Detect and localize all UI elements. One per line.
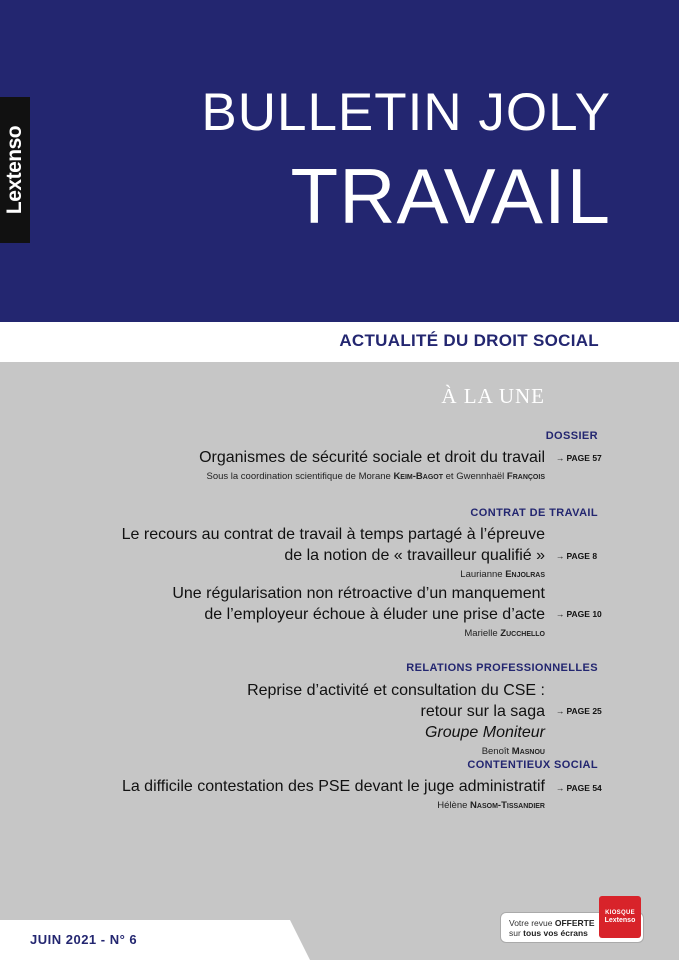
article-title-line: Organismes de sécurité sociale et droit du travail: [199, 449, 545, 466]
page-ref[interactable]: → PAGE 57: [556, 453, 602, 463]
article-title-line: Reprise d’activité et consultation du CSE :: [247, 682, 545, 699]
article-contentieux[interactable]: [122, 776, 545, 813]
page-ref[interactable]: → PAGE 54: [556, 783, 602, 793]
section-heading-contrat: CONTRAT DE TRAVAIL: [470, 507, 598, 519]
lextenso-logo: [0, 97, 30, 243]
une-heading: À LA UNE: [441, 384, 545, 408]
arrow-icon: →: [556, 609, 565, 619]
arrow-icon: →: [556, 453, 565, 463]
arrow-icon: →: [556, 783, 565, 793]
article-author: Benoît Masnou: [481, 746, 545, 757]
article-contrat-2[interactable]: [172, 583, 545, 641]
section-heading-relations: RELATIONS PROFESSIONNELLES: [406, 662, 598, 674]
cover-header: [0, 0, 679, 322]
title-line2: TRAVAIL: [290, 152, 611, 240]
article-title-line: Le recours au contrat de travail à temps partagé à l’épreuve: [121, 526, 545, 543]
page-ref[interactable]: → PAGE 8: [556, 551, 598, 561]
kiosk-promo-text: Votre revue OFFERTE sur tous vos écrans: [509, 918, 595, 938]
kiosque-lextenso-logo[interactable]: KIOSQUE Lextenso: [599, 896, 641, 938]
title-line1: BULLETIN JOLY: [201, 83, 611, 142]
publisher-name: Lextenso: [3, 125, 26, 215]
issue-date: JUIN 2021 - N° 6: [30, 932, 138, 947]
arrow-icon: →: [556, 551, 565, 561]
article-title-line: de la notion de « travailleur qualifié »: [284, 547, 545, 564]
article-author: Laurianne Enjolras: [460, 569, 545, 580]
article-author: Marielle Zucchello: [464, 628, 545, 639]
article-title-line: La difficile contestation des PSE devant le juge administratif: [121, 778, 545, 795]
article-title-line: retour sur la saga Groupe Moniteur: [420, 703, 545, 741]
section-heading-dossier: DOSSIER: [545, 430, 598, 442]
subtitle-band: [0, 322, 679, 362]
article-title-line: Une régularisation non rétroactive d’un manquement: [172, 585, 545, 602]
subtitle: ACTUALITÉ DU DROIT SOCIAL: [339, 331, 599, 350]
article-author: Sous la coordination scientifique de Morane Keim-Bagot et Gwennhaël François: [206, 471, 545, 482]
section-heading-contentieux: CONTENTIEUX SOCIAL: [467, 759, 598, 771]
article-relations[interactable]: [247, 680, 545, 759]
page-ref[interactable]: → PAGE 10: [556, 609, 602, 619]
article-contrat-1[interactable]: [122, 524, 545, 582]
arrow-icon: →: [556, 706, 565, 716]
article-dossier[interactable]: [199, 447, 545, 484]
article-author: Hélène Nasom-Tissandier: [437, 800, 545, 811]
article-title-line: de l’employeur échoue à éluder une prise d’acte: [204, 606, 545, 623]
page-ref[interactable]: → PAGE 25: [556, 706, 602, 716]
